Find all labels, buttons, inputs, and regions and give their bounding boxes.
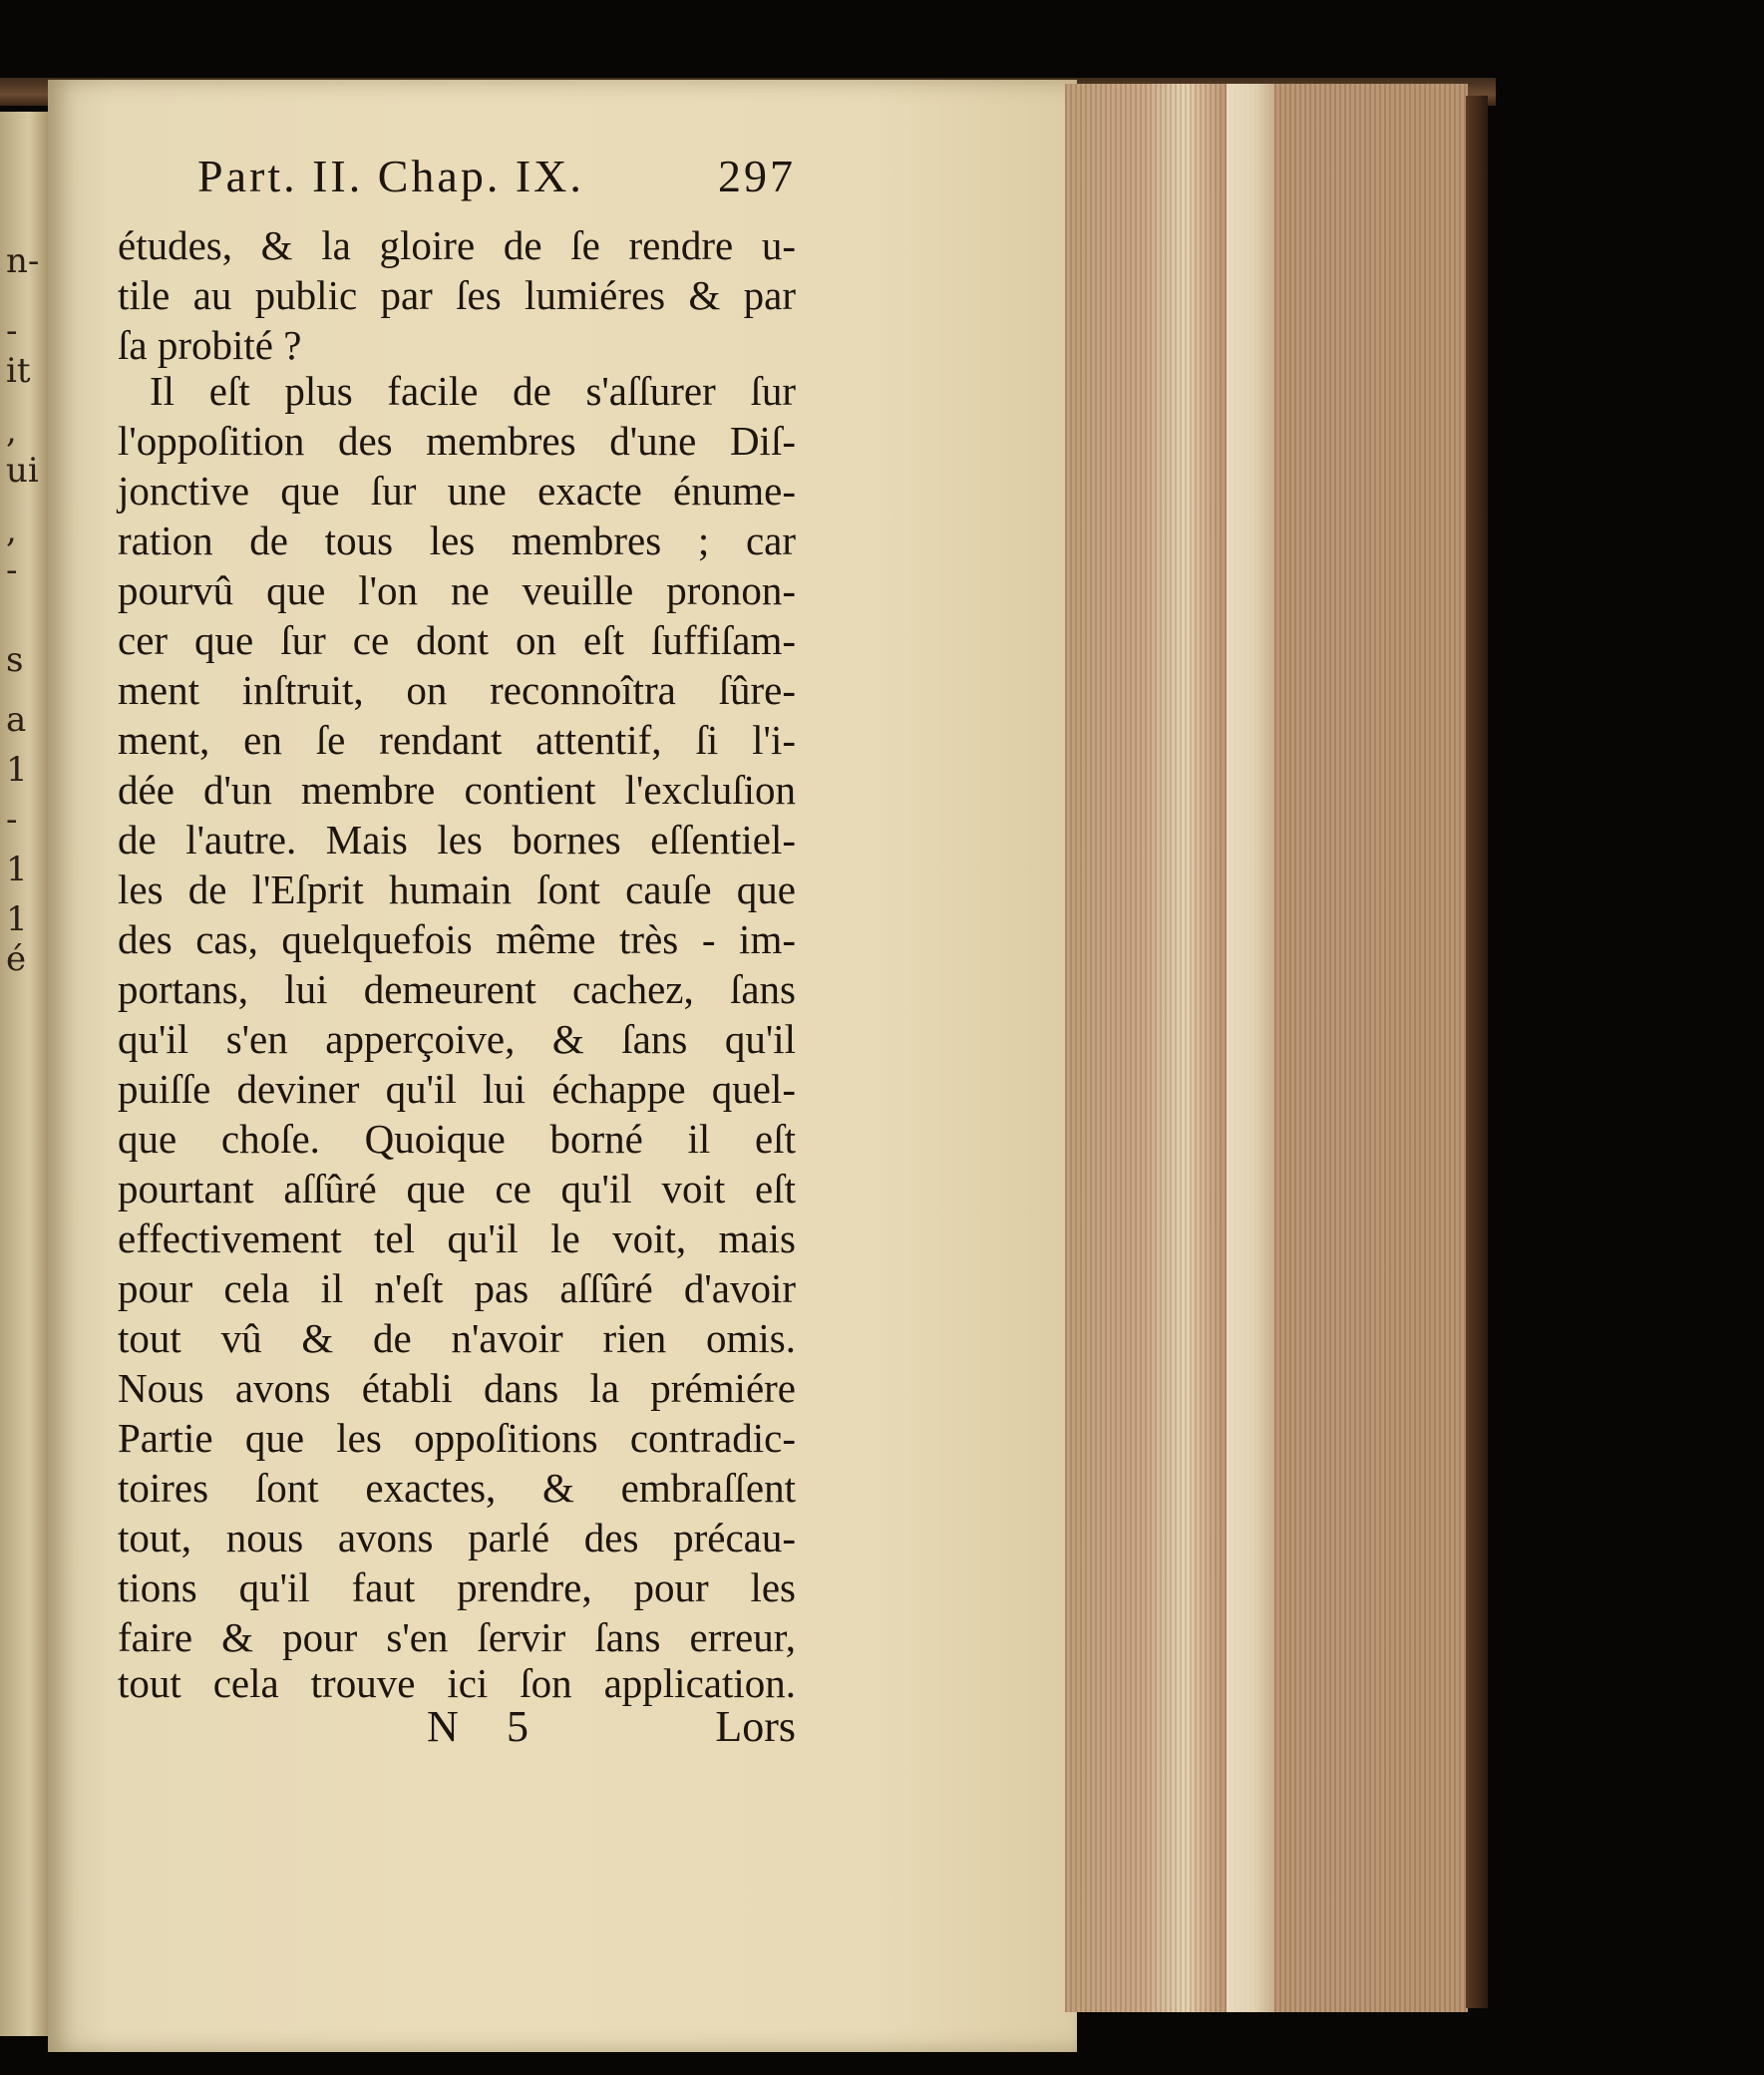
signature-mark: N xyxy=(427,1702,459,1751)
text-line: faire & pour s'en ſervir ſans erreur, xyxy=(118,1614,796,1660)
text-line: des cas, quelquefois même très - im- xyxy=(118,916,796,962)
margin-fragment: ui xyxy=(6,451,39,491)
text-line: qu'il s'en apperçoive, & ſans qu'il xyxy=(118,1016,796,1062)
text-line: effectivement tel qu'il le voit, mais xyxy=(118,1215,796,1261)
text-line: portans, lui demeurent cachez, ſans xyxy=(118,966,796,1012)
book-fore-edge-highlight xyxy=(1227,84,1274,2012)
page-number: 297 xyxy=(718,151,796,201)
text-line: de l'autre. Mais les bornes eſſentiel- xyxy=(118,817,796,863)
page-footer xyxy=(118,1701,796,1757)
margin-fragment: n- xyxy=(6,241,40,281)
margin-fragment: 1 xyxy=(6,850,28,889)
text-line: l'oppoſition des membres d'une Diſ- xyxy=(118,418,796,464)
margin-fragment: - xyxy=(6,550,18,590)
signature-number: 5 xyxy=(507,1702,529,1751)
text-line: tout cela trouve ici ſon application. xyxy=(118,1660,796,1706)
margin-fragment: é xyxy=(6,939,27,979)
previous-page-margin-text xyxy=(0,112,48,2036)
text-line: ration de tous les membres ; car xyxy=(118,518,796,563)
text-line: ment inſtruit, on reconnoîtra ſûre- xyxy=(118,667,796,713)
text-line: dée d'un membre contient l'excluſion xyxy=(118,767,796,813)
margin-fragment: - xyxy=(6,800,18,840)
margin-fragment: - xyxy=(6,311,18,351)
running-title: Part. II. Chap. IX. xyxy=(197,151,584,201)
text-line: puiſſe deviner qu'il lui échappe quel- xyxy=(118,1066,796,1112)
text-line: cer que ſur ce dont on eſt ſuffiſam- xyxy=(118,617,796,663)
catchword: Lors xyxy=(715,1702,796,1751)
text-line: que choſe. Quoique borné il eſt xyxy=(118,1116,796,1162)
text-line: pourvû que l'on ne veuille pronon- xyxy=(118,567,796,613)
text-line: pourtant aſſûré que ce qu'il voit eſt xyxy=(118,1166,796,1211)
text-line: jonctive que ſur une exacte énume- xyxy=(118,468,796,514)
text-line: Il eſt plus facile de s'aſſurer ſur xyxy=(150,368,796,414)
text-line: tout, nous avons parlé des précau- xyxy=(118,1515,796,1560)
text-line: Nous avons établi dans la prémiére xyxy=(118,1365,796,1411)
margin-fragment: 1 xyxy=(6,750,28,790)
text-line: études, & la gloire de ſe rendre u- xyxy=(118,222,796,268)
text-line: Partie que les oppoſitions contradic- xyxy=(118,1415,796,1461)
text-line: toires ſont exactes, & embraſſent xyxy=(118,1465,796,1511)
text-line: ſa probité ? xyxy=(118,322,302,368)
text-line: pour cela il n'eſt pas aſſûré d'avoir xyxy=(118,1265,796,1311)
text-line: tile au public par ſes lumiéres & par xyxy=(118,272,796,318)
margin-fragment: , xyxy=(6,411,17,451)
margin-fragment: it xyxy=(6,351,31,391)
book-back-cover xyxy=(1466,96,1488,2008)
page-header xyxy=(197,150,796,209)
margin-fragment: 1 xyxy=(6,899,28,939)
text-line: les de l'Eſprit humain ſont cauſe que xyxy=(118,866,796,912)
text-line: ment, en ſe rendant attentif, ſi l'i- xyxy=(118,717,796,763)
text-line: tout vû & de n'avoir rien omis. xyxy=(118,1315,796,1361)
margin-fragment: s xyxy=(6,640,24,680)
text-line: tions qu'il faut prendre, pour les xyxy=(118,1564,796,1610)
margin-fragment: a xyxy=(6,700,27,740)
margin-fragment: , xyxy=(6,511,17,550)
